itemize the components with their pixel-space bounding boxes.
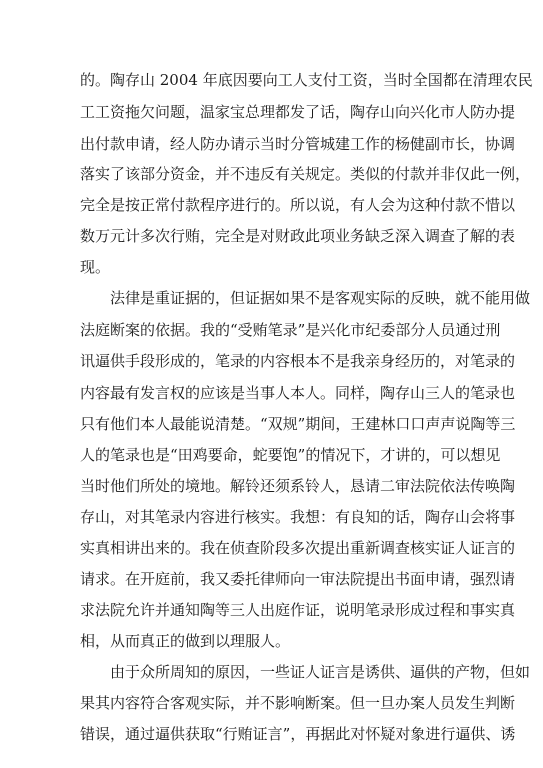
text-line: 落实了该部分资金，并不违反有关规定。类似的付款并非仅此一例，	[80, 165, 531, 183]
text-line: 当时他们所处的境地。解铃还须系铃人，恳请二审法院依法传唤陶	[80, 477, 516, 495]
text-line: 出付款申请，经人防办请示当时分管城建工作的杨健副市长，协调	[80, 135, 516, 153]
text-line: 工工资拖欠问题，温家宝总理都发了话，陶存山向兴化市人防办提	[80, 103, 516, 121]
text-line: 求法院允许并通知陶等三人出庭作证，说明笔录形成过程和事实真	[80, 601, 516, 619]
paragraph-first-line: 法律是重证据的，但证据如果不是客观实际的反映，就不能用做	[110, 289, 531, 307]
text-line: 的。陶存山 2004 年底因要向工人支付工资，当时全国都在清理农民	[80, 71, 533, 89]
text-line: 实真相讲出来的。我在侦查阶段多次提出重新调查核实证人证言的	[80, 539, 516, 557]
text-line: 果其内容符合客观实际，并不影响断案。但一旦办案人员发生判断	[80, 694, 516, 712]
text-line: 人的笔录也是“田鸡要命，蛇要饱”的情况下，才讲的，可以想见	[80, 446, 501, 464]
text-line: 数万元计多次行贿，完全是对财政此项业务缺乏深入调查了解的表	[80, 227, 516, 245]
text-line: 内容最有发言权的应该是当事人本人。同样，陶存山三人的笔录也	[80, 384, 516, 402]
text-line: 存山，对其笔录内容进行核实。我想：有良知的话，陶存山会将事	[80, 508, 516, 526]
text-line: 相，从而真正的做到以理服人。	[80, 632, 291, 650]
text-line: 错误，通过逼供获取“行贿证言”，再据此对怀疑对象进行逼供、诱	[80, 725, 516, 743]
text-line: 现。	[80, 258, 111, 276]
paragraph-first-line: 由于众所周知的原因，一些证人证言是诱供、逼供的产物，但如	[110, 663, 531, 681]
text-line: 请求。在开庭前，我又委托律师向一审法院提出书面申请，强烈请	[80, 570, 516, 588]
text-line: 只有他们本人最能说清楚。“双规”期间，王建林口口声声说陶等三	[80, 415, 516, 433]
text-line: 法庭断案的依据。我的“受贿笔录”是兴化市纪委部分人员通过刑	[80, 321, 501, 339]
text-line: 讯逼供手段形成的，笔录的内容根本不是我亲身经历的，对笔录的	[80, 352, 516, 370]
text-line: 完全是按正常付款程序进行的。所以说，有人会为这种付款不惜以	[80, 196, 516, 214]
